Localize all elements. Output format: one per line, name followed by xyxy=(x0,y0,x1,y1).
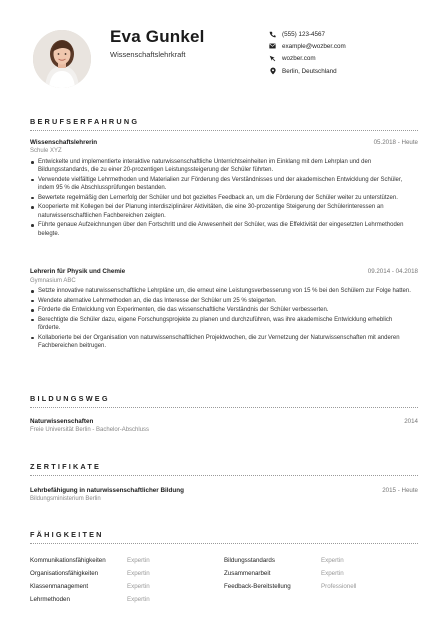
certificate-org: Bildungsministerium Berlin xyxy=(30,496,101,502)
skill-row xyxy=(30,567,418,580)
skill-item xyxy=(224,570,418,577)
contact-website[interactable] xyxy=(268,53,346,65)
skill-item xyxy=(224,557,418,564)
website-text: wozber.com xyxy=(282,55,316,63)
education-title: Naturwissenschaften xyxy=(30,418,94,425)
skill-item xyxy=(30,570,224,577)
education-heading: BILDUNGSWEG xyxy=(30,394,110,403)
profile-photo xyxy=(33,30,91,88)
section-divider xyxy=(30,407,418,408)
list-item: Entwickelte und implementierte interaktive naturwissenschaftliche Unterrichtseinheiten im Einklang mit dem Lehrplan und den Bildungsstandards, die zu einer 20-prozentigen Leistungssteigerung der Schüler führten. xyxy=(30,158,416,175)
email-text: example@wozber.com xyxy=(282,42,346,50)
job-2-date: 09.2014 - 04.2018 xyxy=(367,268,418,275)
skill-level: Expertin xyxy=(127,596,150,603)
job-2-bullets xyxy=(30,287,416,352)
phone-icon xyxy=(268,30,277,39)
skill-item xyxy=(30,596,228,603)
list-item: Führte genaue Aufzeichnungen über den Fortschritt und die Anwesenheit der Schüler, was die Effektivität der eingesetzten Lehrmethoden belegte. xyxy=(30,221,416,238)
list-item: Verwendete vielfältige Lehrmethoden und Materialien zur Förderung des Verständnisses und der akademischen Entwicklung der Schüler, indem 95 % die Abschlussprüfungen bestanden. xyxy=(30,176,416,193)
list-item: Bewertete regelmäßig den Lernerfolg der Schüler und bot gezieltes Feedback an, um die Förderung der Schüler weiter zu unterstützen. xyxy=(30,194,416,202)
contact-email[interactable] xyxy=(268,40,346,52)
list-item: Kollaborierte bei der Organisation von naturwissenschaftlichen Projektwochen, die zur Vernetzung der Naturwissenschaften mit anderen Fachbereichen beitrugen. xyxy=(30,334,416,351)
skill-item xyxy=(30,557,224,564)
skills-heading: FÄHIGKEITEN xyxy=(30,530,104,539)
skill-row xyxy=(30,593,418,606)
list-item: Wendete alternative Lehrmethoden an, die das Interesse der Schüler um 25 % steigerten. xyxy=(30,297,416,305)
job-2-org: Gymnasium ABC xyxy=(30,278,76,284)
skill-name: Bildungsstandards xyxy=(224,557,275,564)
certificate-date: 2015 - Heute xyxy=(382,487,418,494)
job-1-title: Wissenschaftslehrerin xyxy=(30,139,98,146)
skill-level: Expertin xyxy=(321,557,344,564)
contact-location xyxy=(268,65,346,77)
skill-item xyxy=(30,583,224,590)
job-1-date: 05.2018 - Heute xyxy=(373,139,418,146)
location-pin-icon xyxy=(268,67,277,76)
link-icon xyxy=(268,54,277,63)
skill-level: Expertin xyxy=(127,570,150,577)
experience-heading: BERUFSERFAHRUNG xyxy=(30,117,140,126)
certificates-heading: ZERTIFIKATE xyxy=(30,462,102,471)
contact-phone[interactable] xyxy=(268,28,346,40)
location-text: Berlin, Deutschland xyxy=(282,67,337,75)
list-item: Berechtigte die Schüler dazu, eigene Forschungsprojekte zu planen und durchzuführen, was ihre akademische Entwicklung erheblich förderte. xyxy=(30,316,416,333)
skill-level: Professionell xyxy=(321,583,357,590)
skill-row xyxy=(30,580,418,593)
job-title: Wissenschaftslehrkraft xyxy=(110,50,186,59)
skill-level: Expertin xyxy=(321,570,344,577)
skill-name: Zusammenarbeit xyxy=(224,570,271,577)
skill-level: Expertin xyxy=(127,557,150,564)
phone-text: (555) 123-4567 xyxy=(282,30,326,38)
education-org: Freie Universität Berlin - Bachelor-Abschluss xyxy=(30,427,150,433)
section-divider xyxy=(30,130,418,131)
skill-level: Expertin xyxy=(127,583,150,590)
list-item: Kooperierte mit Kollegen bei der Planung interdisziplinärer Aktivitäten, die eine 30-prozentige Steigerung der Schülerinteressen an naturwissenschaftlichen Fachbereichen zeigten. xyxy=(30,203,416,220)
skill-name: Feedback-Bereitstellung xyxy=(224,583,291,590)
job-1-bullets xyxy=(30,158,416,239)
candidate-name: Eva Gunkel xyxy=(110,27,205,46)
email-icon xyxy=(268,42,277,51)
skill-row xyxy=(30,554,418,567)
skill-item xyxy=(224,583,418,590)
skill-name: Lehrmethoden xyxy=(30,596,70,603)
certificate-title: Lehrbefähigung in naturwissenschaftlicher Bildung xyxy=(30,487,184,494)
education-date: 2014 xyxy=(404,418,418,425)
skill-name: Klassenmanagement xyxy=(30,583,89,590)
section-divider xyxy=(30,475,418,476)
job-2-title: Lehrerin für Physik und Chemie xyxy=(30,268,126,275)
skill-name: Kommunikationsfähigkeiten xyxy=(30,557,106,564)
list-item: Förderte die Entwicklung von Experimenten, die das wissenschaftliche Verständnis der Schüler verbesserten. xyxy=(30,306,416,314)
skills-grid xyxy=(30,554,418,606)
skill-name: Organisationsfähigkeiten xyxy=(30,570,99,577)
list-item: Setzte innovative naturwissenschaftliche Lehrpläne um, die erneut eine Leistungsverbesserung von 15 % bei den Schülern zur Folge hatten. xyxy=(30,287,416,295)
section-divider xyxy=(30,543,418,544)
job-1-org: Schule XYZ xyxy=(30,148,62,154)
contact-list xyxy=(268,28,346,77)
